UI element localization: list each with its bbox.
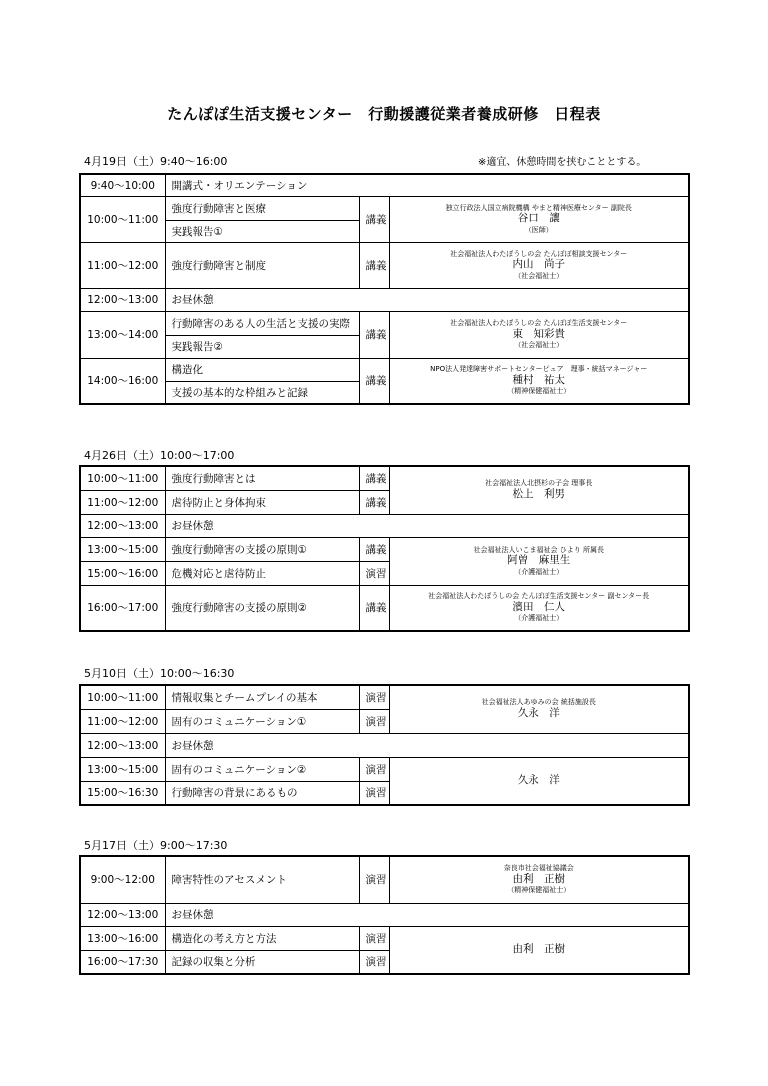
table-row [80, 288, 689, 311]
day-date: 5月10日（土）10:00～16:30 [84, 667, 235, 680]
topic-cell: 行動障害の背景にあるもの [165, 781, 359, 805]
table-row [80, 537, 689, 561]
topic-cell: 強度行動障害と制度 [165, 242, 359, 288]
table-row [80, 196, 689, 220]
lecturer-cell [389, 856, 689, 903]
lecturer-qualification: （精神保健福祉士） [507, 886, 571, 895]
lecturer-name: 阿曽 麻里生 [507, 554, 571, 567]
table-row [80, 585, 689, 631]
time-cell: 9:40～10:00 [80, 174, 165, 196]
topic-cell: 強度行動障害の支援の原則① [165, 537, 359, 561]
table-row [80, 242, 689, 288]
topic-cell: 固有のコミュニケーション① [165, 709, 359, 733]
day-date: 4月19日（土）9:40～16:00 [84, 155, 228, 168]
lecturer-cell [389, 358, 689, 404]
page-title: たんぽぽ生活支援センター 行動援護従業者養成研修 日程表 [167, 105, 601, 123]
table-row [80, 311, 689, 335]
lecturer-cell [389, 926, 689, 974]
lecturer-org: 社会福祉法人いこま福祉会 ひより 所属長 [473, 545, 604, 554]
day-date: 5月17日（土）9:00～17:30 [84, 839, 228, 852]
lecturer-qualification: （介護福祉士） [514, 614, 564, 623]
lecturer-name: 濱田 仁人 [512, 601, 565, 614]
lecturer-qualification: （介護福祉士） [514, 567, 564, 576]
type-cell: 講義 [359, 466, 389, 490]
schedule-table-day3 [79, 684, 690, 806]
lecturer-org: 社会福祉法人あゆみの会 統括施設長 [481, 698, 596, 707]
lecturer-cell [389, 311, 689, 358]
day-date: 4月26日（土）10:00～17:00 [84, 449, 235, 462]
lecturer-org: NPO法人発達障害サポートセンターピュア 理事・統括マネージャー [430, 365, 648, 374]
time-cell: 11:00～12:00 [80, 242, 165, 288]
topic-cell: 情報収集とチームプレイの基本 [165, 685, 359, 709]
topic-cell: お昼休憩 [165, 288, 689, 311]
type-cell: 講義 [359, 196, 389, 242]
topic-cell: 構造化の考え方と方法 [165, 926, 359, 950]
type-cell: 演習 [359, 685, 389, 709]
time-cell: 12:00～13:00 [80, 903, 165, 926]
schedule-table-day4 [79, 855, 690, 975]
lecturer-org: 社会福祉法人北摂杉の子会 理事長 [485, 479, 593, 488]
break-note: ※適宜、休憩時間を挟むこととする。 [478, 157, 647, 168]
type-cell: 講義 [359, 311, 389, 358]
time-cell: 12:00～13:00 [80, 514, 165, 537]
lecturer-name: 由利 正樹 [512, 873, 565, 886]
time-cell: 11:00～12:00 [80, 709, 165, 733]
topic-cell: 構造化 [165, 358, 359, 381]
time-cell: 14:00～16:00 [80, 358, 165, 404]
table-row [80, 903, 689, 926]
table-row [80, 926, 689, 950]
topic-cell: 実践報告① [165, 220, 359, 242]
lecturer-qualification: （社会福祉士） [514, 341, 564, 350]
time-cell: 15:00～16:30 [80, 781, 165, 805]
lecturer-name: 東 知彩貴 [512, 327, 566, 340]
table-row [80, 466, 689, 490]
table-row [80, 358, 689, 381]
lecturer-name: 久永 洋 [517, 707, 560, 720]
table-row [80, 757, 689, 781]
table-row [80, 856, 689, 903]
topic-cell: 強度行動障害とは [165, 466, 359, 490]
lecturer-name: 種村 祐太 [512, 374, 566, 387]
topic-cell: 強度行動障害と医療 [165, 196, 359, 220]
schedule-table-day1 [79, 173, 690, 405]
lecturer-org: 社会福祉法人わたぼうしの会 たんぽぽ生活支援センター 副センター長 [428, 592, 650, 601]
topic-cell: 行動障害のある人の生活と支援の実際 [165, 311, 359, 335]
lecturer-name: 内山 尚子 [512, 258, 566, 271]
table-row [80, 174, 689, 196]
time-cell: 13:00～14:00 [80, 311, 165, 358]
type-cell: 講義 [359, 490, 389, 514]
topic-cell: 固有のコミュニケーション② [165, 757, 359, 781]
type-cell: 演習 [359, 856, 389, 903]
topic-cell: お昼休憩 [165, 903, 689, 926]
type-cell: 演習 [359, 781, 389, 805]
topic-cell: お昼休憩 [165, 514, 689, 537]
schedule-table-day2 [79, 465, 690, 632]
type-cell: 講義 [359, 358, 389, 404]
topic-cell: お昼休憩 [165, 733, 689, 757]
lecturer-qualification: （社会福祉士） [514, 271, 564, 280]
type-cell: 演習 [359, 709, 389, 733]
topic-cell: 強度行動障害の支援の原則② [165, 585, 359, 631]
lecturer-org: 奈良市社会福祉協議会 [503, 864, 574, 873]
topic-cell: 実践報告② [165, 335, 359, 358]
time-cell: 12:00～13:00 [80, 288, 165, 311]
time-cell: 13:00～15:00 [80, 537, 165, 561]
time-cell: 9:00～12:00 [80, 856, 165, 903]
lecturer-name: 久永 洋 [517, 774, 560, 787]
time-cell: 10:00～11:00 [80, 466, 165, 490]
type-cell: 演習 [359, 757, 389, 781]
lecturer-cell [389, 537, 689, 585]
time-cell: 11:00～12:00 [80, 490, 165, 514]
topic-cell: 危機対応と虐待防止 [165, 561, 359, 585]
topic-cell: 障害特性のアセスメント [165, 856, 359, 903]
lecturer-qualification: （医師） [524, 225, 553, 234]
topic-cell: 支援の基本的な枠組みと記録 [165, 381, 359, 404]
type-cell: 講義 [359, 585, 389, 631]
lecturer-cell [389, 466, 689, 514]
lecturer-qualification: （精神保健福祉士） [507, 387, 571, 396]
lecturer-org: 独立行政法人国立病院機構 やまと精神医療センター 副院長 [445, 203, 632, 212]
type-cell: 講義 [359, 537, 389, 561]
lecturer-cell [389, 242, 689, 288]
time-cell: 16:00～17:30 [80, 950, 165, 974]
time-cell: 15:00～16:00 [80, 561, 165, 585]
lecturer-name: 谷口 讓 [517, 212, 560, 225]
time-cell: 13:00～16:00 [80, 926, 165, 950]
lecturer-cell [389, 196, 689, 242]
time-cell: 10:00～11:00 [80, 685, 165, 709]
lecturer-org: 社会福祉法人わたぼうしの会 たんぽぽ生活支援センター [450, 319, 628, 328]
topic-cell: 記録の収集と分析 [165, 950, 359, 974]
lecturer-name: 由利 正樹 [512, 943, 565, 956]
type-cell: 演習 [359, 950, 389, 974]
lecturer-org: 社会福祉法人わたぼうしの会 たんぽぽ相談支援センター [450, 249, 628, 258]
time-cell: 12:00～13:00 [80, 733, 165, 757]
time-cell: 16:00～17:00 [80, 585, 165, 631]
type-cell: 演習 [359, 561, 389, 585]
type-cell: 講義 [359, 242, 389, 288]
lecturer-cell [389, 757, 689, 805]
table-row [80, 733, 689, 757]
table-row [80, 514, 689, 537]
lecturer-cell [389, 585, 689, 631]
topic-cell: 虐待防止と身体拘束 [165, 490, 359, 514]
topic-cell: 開講式・オリエンテーション [165, 174, 689, 196]
time-cell: 10:00～11:00 [80, 196, 165, 242]
lecturer-name: 松上 利男 [512, 488, 565, 501]
time-cell: 13:00～15:00 [80, 757, 165, 781]
lecturer-cell [389, 685, 689, 733]
table-row [80, 685, 689, 709]
type-cell: 演習 [359, 926, 389, 950]
